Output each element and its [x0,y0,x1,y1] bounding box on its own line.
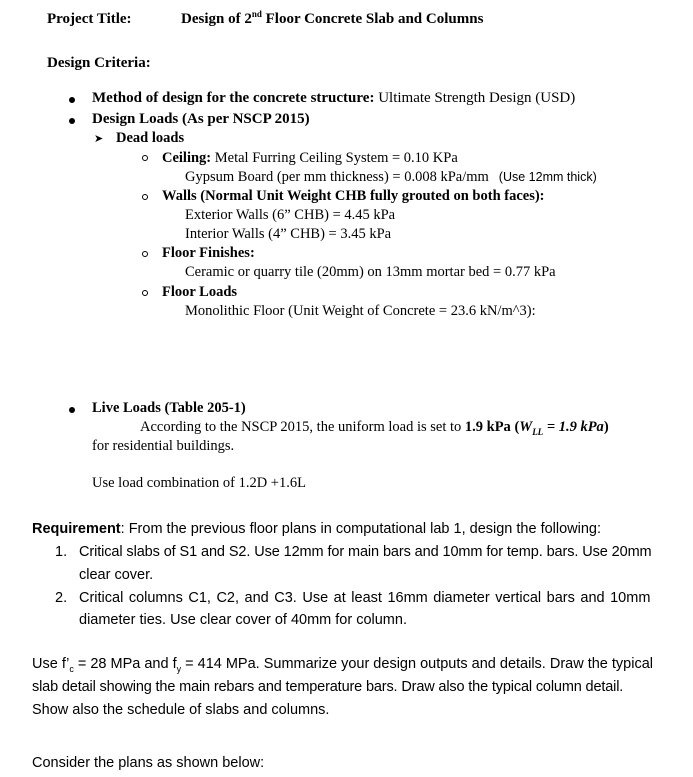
circle-bullet-icon [142,251,148,257]
walls-exterior: Exterior Walls (6” CHB) = 4.45 kPa [185,207,396,223]
live-loads-heading: Live Loads (Table 205-1) [92,400,246,416]
requirement-item-num: 1. [55,544,68,560]
live-loads-text-line2: for residential buildings. [92,438,235,454]
ceiling-line2: Gypsum Board (per mm thickness) = 0.008 kPa/mm (Use 12mm thick) [185,169,597,185]
bullet-icon [69,97,75,103]
ceiling-line1: Ceiling: Metal Furring Ceiling System = 0.10 KPa [162,150,458,166]
requirement-item-line: Critical slabs of S1 and S2. Use 12mm for main bars and 10mm for temp. bars. Use 20mm [79,544,652,560]
arrow-bullet-icon: ➤ [94,133,104,145]
design-loads-heading: Design Loads (As per NSCP 2015) [92,111,310,127]
bullet-icon [69,118,75,124]
floor-finishes-value: Ceramic or quarry tile (20mm) on 13mm mortar bed = 0.77 kPa [185,264,556,280]
design-note-line3: Show also the schedule of slabs and columns. [32,702,330,718]
bullet-icon [69,407,75,413]
floor-finishes-heading: Floor Finishes: [162,245,255,261]
requirement-item-line: diameter ties. Use clear cover of 40mm for column. [79,612,407,628]
project-title: Design of 2nd Floor Concrete Slab and Columns [181,9,484,27]
project-title-label: Project Title: [47,11,132,27]
design-criteria-heading: Design Criteria: [47,55,151,71]
walls-heading: Walls (Normal Unit Weight CHB fully grouted on both faces): [162,188,545,204]
circle-bullet-icon [142,194,148,200]
walls-interior: Interior Walls (4” CHB) = 3.45 kPa [185,226,392,242]
circle-bullet-icon [142,155,148,161]
floor-loads-heading: Floor Loads [162,284,238,300]
requirement-item-line: Critical columns C1, C2, and C3. Use at least 16mm diameter vertical bars and 10mm [79,590,651,606]
method-item: Method of design for the concrete structure: Ultimate Strength Design (USD) [92,90,576,106]
load-combination: Use load combination of 1.2D +1.6L [92,475,306,491]
dead-loads-heading: Dead loads [116,130,185,146]
requirement-item-num: 2. [55,590,68,606]
design-note-line2: slab detail showing the main rebars and temperature bars. Draw also the typical column detail. [32,679,624,695]
consider-plans-text: Consider the plans as shown below: [32,755,265,771]
requirement-intro: Requirement: From the previous floor plans in computational lab 1, design the following: [32,521,602,537]
design-note-line1: Use $f’_c = 28$ MPa and $f_y = 414$ MPa. Summarize your design outputs and details. Draw the typical [32,656,654,674]
live-loads-text: According to the NSCP 2015, the uniform load is set to 1.9 kPa ($W_{LL} = 1.9$ kPa) [140,419,609,437]
circle-bullet-icon [142,290,148,296]
floor-loads-value: Monolithic Floor (Unit Weight of Concrete = 23.6 kN/m^3): [185,303,536,319]
requirement-item-line: clear cover. [79,567,154,583]
